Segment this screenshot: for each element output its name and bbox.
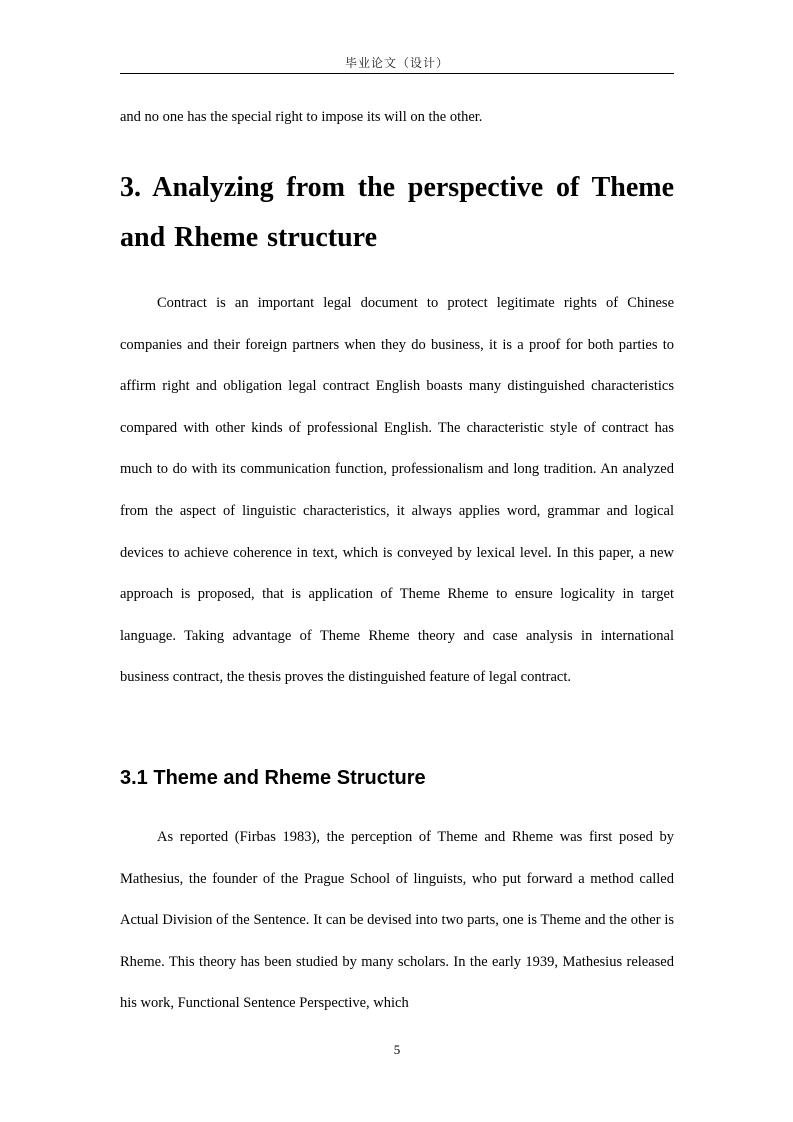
page-number: 5: [393, 1042, 401, 1057]
body-paragraph: As reported (Firbas 1983), the perception of Theme and Rheme was first posed by Mathesius, the founder of the Prague School of linguists, who put forward a method called Actual Division of the Sentence. It can be devised into two parts, one is Theme and the other is Rheme. This theory has been studied by many scholars. In the early 1939, Mathesius released his work, Functional Sentence Perspective, which: [120, 829, 674, 1012]
section-heading: 3. Analyzing from the perspective of Theme and Rheme structure: [120, 172, 674, 253]
subsection-heading: 3.1 Theme and Rheme Structure: [120, 767, 426, 789]
running-header: 毕业论文（设计）: [344, 56, 449, 70]
header-rule: [120, 73, 674, 74]
continuation-line: and no one has the special right to impose its will on the other.: [120, 109, 483, 125]
body-paragraph: Contract is an important legal document to protect legitimate rights of Chinese companies and their foreign partners when they do business, it is a proof for both parties to affirm right and obligation legal contract English boasts many distinguished characteristics compared with other kinds of professional English. The characteristic style of contract has much to do with its communication function, professionalism and long tradition. An analyzed from the aspect of linguistic characteristics, it always applies word, grammar and logical devices to achieve coherence in text, which is conveyed by lexical level. In this paper, a new approach is proposed, that is application of Theme Rheme to ensure logicality in target language. Taking advantage of Theme Rheme theory and case analysis in international business contract, the thesis proves the distinguished feature of legal contract.: [120, 295, 674, 686]
